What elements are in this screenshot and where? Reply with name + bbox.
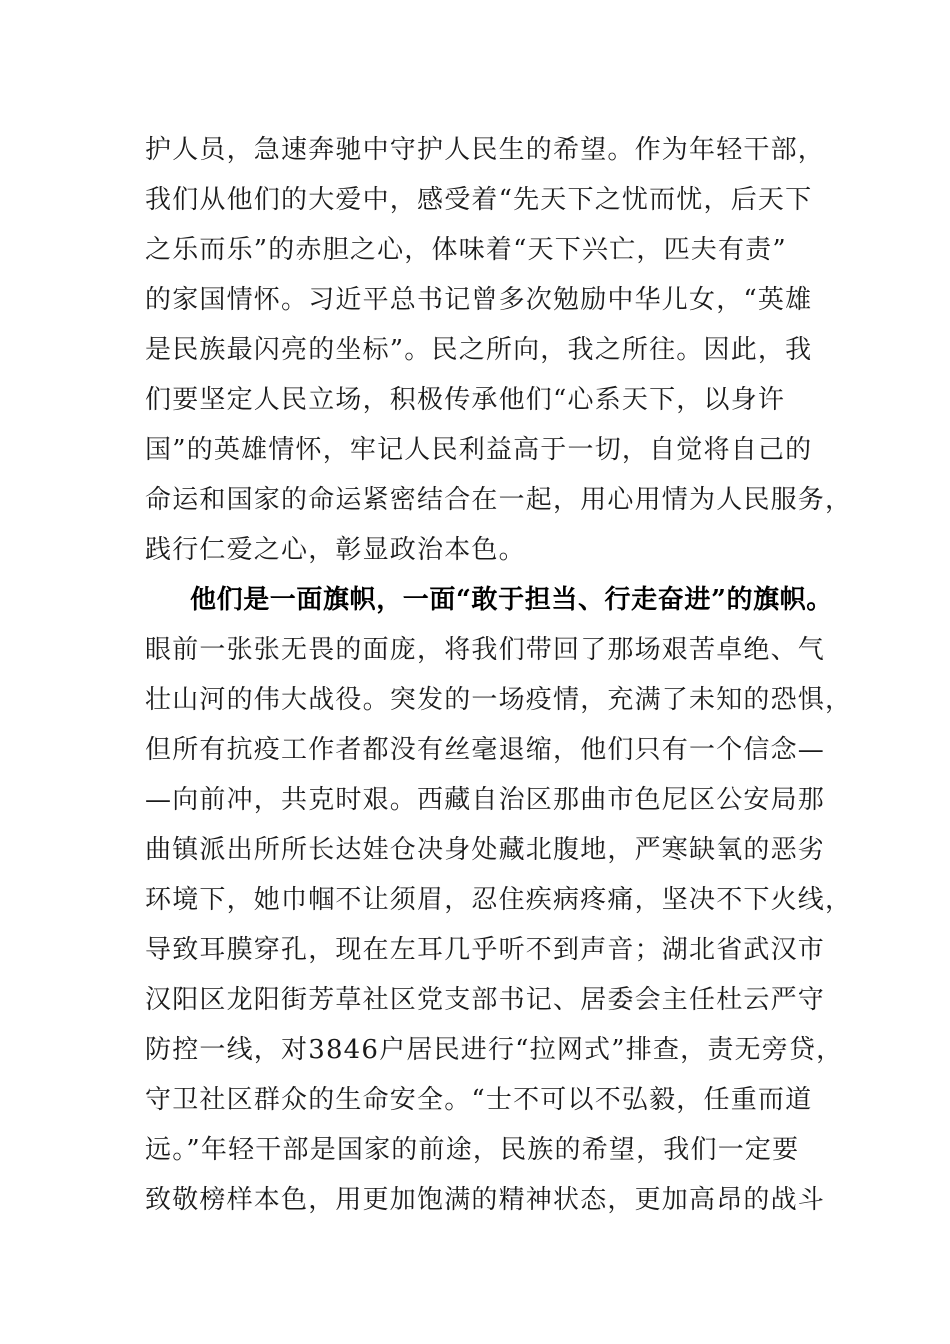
text-line-8: 命运和国家的命运紧密结合在一起，用心用情为人民服务，	[145, 485, 853, 515]
text-line-14: —向前冲，共克时艰。西藏自治区那曲市色尼区公安局那	[145, 785, 826, 815]
paragraph-heading: 他们是一面旗帜，一面“敢于担当、行走奋进”的旗帜。	[190, 585, 833, 615]
text-line-7: 国”的英雄情怀，牢记人民利益高于一切，自觉将自己的	[145, 435, 813, 465]
text-line-11: 眼前一张张无畏的面庞，将我们带回了那场艰苦卓绝、气	[145, 635, 826, 665]
text-line-6: 们要坚定人民立场，积极传承他们“心系天下，以身许	[145, 385, 786, 415]
text-line-21: 远。”年轻干部是国家的前途，民族的希望，我们一定要	[145, 1135, 800, 1165]
text-line-13: 但所有抗疫工作者都没有丝毫退缩，他们只有一个信念—	[145, 735, 826, 765]
text-line-4: 的家国情怀。习近平总书记曾多次勉励中华儿女，“英雄	[145, 285, 813, 315]
text-line-19: 防控一线，对3846户居民进行“拉网式”排查，责无旁贷，	[145, 1035, 844, 1065]
text-line-12: 壮山河的伟大战役。突发的一场疫情，充满了未知的恐惧，	[145, 685, 853, 715]
text-line-17: 导致耳膜穿孔，现在左耳几乎听不到声音；湖北省武汉市	[145, 935, 826, 965]
text-line-18: 汉阳区龙阳街芳草社区党支部书记、居委会主任杜云严守	[145, 985, 826, 1015]
text-line-5: 是民族最闪亮的坐标”。民之所向，我之所往。因此，我	[145, 335, 813, 365]
text-line-1: 护人员，急速奔驰中守护人民生的希望。作为年轻干部，	[145, 135, 826, 165]
text-line-20: 守卫社区群众的生命安全。“士不可以不弘毅，任重而道	[145, 1085, 813, 1115]
text-line-22: 致敬榜样本色，用更加饱满的精神状态，更加高昂的战斗	[145, 1185, 826, 1215]
text-line-9: 践行仁爱之心，彰显政治本色。	[145, 535, 526, 565]
text-line-15: 曲镇派出所所长达娃仓决身处藏北腹地，严寒缺氧的恶劣	[145, 835, 826, 865]
text-line-3: 之乐而乐”的赤胆之心，体味着“天下兴亡，匹夫有责”	[145, 235, 787, 265]
text-line-16: 环境下，她巾帼不让须眉，忍住疾病疼痛，坚决不下火线，	[145, 885, 853, 915]
text-line-2: 我们从他们的大爱中，感受着“先天下之忧而忧，后天下	[145, 185, 813, 215]
